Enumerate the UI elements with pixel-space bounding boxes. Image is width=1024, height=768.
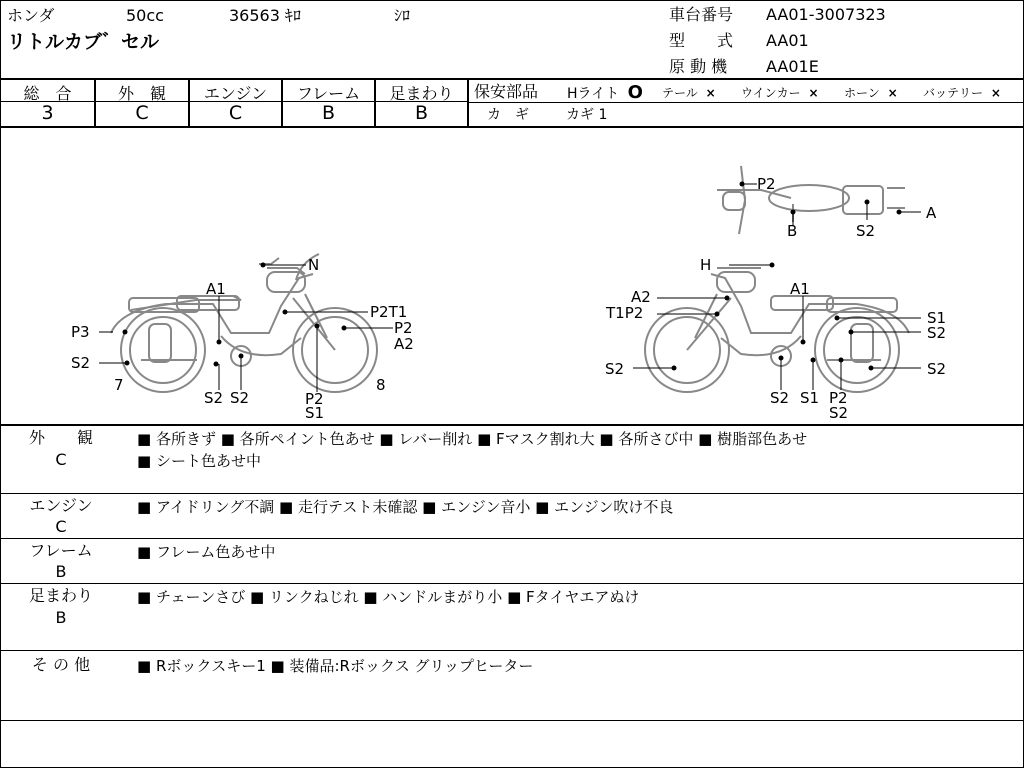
col-divider: [94, 79, 96, 127]
label-h: H: [700, 256, 712, 274]
col-divider: [374, 79, 376, 127]
col-divider: [467, 79, 469, 127]
grade-engine: C: [228, 102, 243, 124]
label-s2: S2: [605, 360, 625, 378]
label-s1: S1: [800, 389, 820, 407]
grade-row-divider: [1, 101, 467, 102]
color: ｼﾛ: [394, 6, 411, 25]
col-divider: [188, 79, 190, 127]
damage-points: [123, 182, 902, 371]
label-a1: A1: [790, 280, 810, 298]
label-s2: S2: [204, 389, 224, 407]
section-text-exterior-1: ■ 各所きず ■ 各所ペイント色あせ ■ レバー削れ ■ Fマスク割れ大 ■ 各所さび中 ■ 樹脂部色あせ: [137, 430, 808, 448]
label-t1p2: T1P2: [606, 304, 644, 322]
safety-item-tail: [662, 84, 716, 102]
safety-item-battery: [923, 84, 1001, 102]
label-p2: P2: [757, 175, 776, 193]
label-p2t1: P2T1: [370, 303, 408, 321]
safety-item-horn: [844, 84, 898, 102]
engine-label: 原 動 機: [669, 57, 728, 76]
engine-code: AA01E: [766, 57, 819, 76]
section-text-exterior-2: ■ シート色あせ中: [137, 452, 261, 470]
grade-header-total: 総 合: [23, 84, 72, 103]
label-p3: P3: [71, 323, 90, 341]
label-s2: S2: [927, 360, 947, 378]
label-s2: S2: [770, 389, 790, 407]
safety-item-mark: ×: [990, 86, 1001, 100]
section-grade-suspension: B: [55, 608, 67, 627]
safety-item-name: ウインカー: [741, 86, 801, 100]
section-grade-frame: B: [55, 562, 67, 581]
label-n: N: [308, 256, 320, 274]
safety-item-mark: ×: [887, 86, 898, 100]
grade-header-suspension: 足まわり: [389, 84, 454, 103]
section-grade-exterior: C: [55, 450, 67, 469]
label-s2: S2: [71, 354, 91, 372]
safety-item-name: ホーン: [844, 86, 880, 100]
grade-header-engine: エンジン: [203, 84, 268, 103]
safety-row-divider: [467, 102, 1023, 103]
safety-item-name: Hライト: [567, 86, 620, 102]
model-code-label: 型 式: [669, 31, 734, 50]
section-title-frame: フレーム: [29, 541, 93, 560]
right-bike-icon: [645, 268, 909, 392]
key-value: カギ 1: [566, 107, 608, 123]
section-divider: [1, 493, 1023, 494]
safety-item-mark: ×: [705, 86, 716, 100]
model-code: AA01: [766, 31, 809, 50]
label-s2: S2: [829, 404, 849, 422]
label-a2: A2: [631, 288, 651, 306]
divider: [1, 78, 1023, 80]
displacement: 50cc: [126, 6, 164, 25]
safety-item-winker: [741, 84, 819, 102]
section-title-engine: エンジン: [29, 496, 93, 515]
grade-frame: B: [321, 102, 336, 124]
section-text-frame: ■ フレーム色あせ中: [137, 543, 276, 561]
grade-total: 3: [41, 102, 54, 124]
safety-item-name: バッテリー: [923, 86, 984, 100]
mileage: 36563 ｷﾛ: [229, 6, 301, 25]
section-divider: [1, 650, 1023, 651]
grade-exterior: C: [135, 102, 149, 124]
label-a2: A2: [394, 335, 414, 353]
safety-item-mark: O: [627, 82, 643, 103]
label-s2: S2: [927, 324, 947, 342]
safety-item-headlight: [567, 84, 643, 103]
section-divider: [1, 720, 1023, 721]
section-divider: [1, 538, 1023, 539]
safety-item-mark: ×: [808, 86, 819, 100]
model-name: リトルカブ゛セル: [7, 31, 160, 53]
top-view-bike-icon: [717, 166, 905, 234]
grade-header-exterior: 外 観: [117, 84, 166, 103]
label-s1: S1: [927, 309, 947, 327]
section-title-exterior: 外 観: [28, 428, 93, 447]
section-title-suspension: 足まわり: [28, 586, 93, 605]
grade-header-frame: フレーム: [296, 84, 361, 103]
safety-item-name: テール: [662, 86, 698, 100]
label-s1: S1: [305, 404, 325, 422]
label-p2: P2: [829, 389, 848, 407]
section-text-other: ■ Rボックスキー1 ■ 装備品:Rボックス グリップヒーター: [137, 657, 534, 675]
label-a1: A1: [206, 280, 226, 298]
label-p2: P2: [305, 390, 324, 408]
divider: [1, 424, 1023, 426]
label-s2: S2: [856, 222, 876, 240]
grade-suspension: B: [414, 102, 429, 124]
key-label: カ ギ: [487, 107, 529, 123]
frame-no: AA01-3007323: [766, 5, 886, 24]
section-title-other: そ の 他: [31, 655, 91, 674]
label-a: A: [926, 204, 937, 222]
frame-no-label: 車台番号: [669, 5, 734, 24]
label-8: 8: [376, 376, 386, 394]
section-text-engine: ■ アイドリング不調 ■ 走行テスト未確認 ■ エンジン音小 ■ エンジン吹け不良: [137, 498, 674, 516]
section-grade-engine: C: [55, 517, 67, 536]
safety-label: 保安部品: [474, 82, 539, 101]
left-bike-icon: [111, 254, 377, 392]
section-text-suspension: ■ チェーンさび ■ リンクねじれ ■ ハンドルまがり小 ■ Fタイヤエアぬけ: [137, 588, 640, 606]
col-divider: [281, 79, 283, 127]
maker: ホンダ: [7, 6, 55, 25]
label-s2: S2: [230, 389, 250, 407]
label-p2: P2: [394, 319, 413, 337]
section-divider: [1, 583, 1023, 584]
label-b: B: [787, 222, 798, 240]
label-7: 7: [114, 376, 124, 394]
bike-damage-diagram: [1, 128, 1023, 424]
